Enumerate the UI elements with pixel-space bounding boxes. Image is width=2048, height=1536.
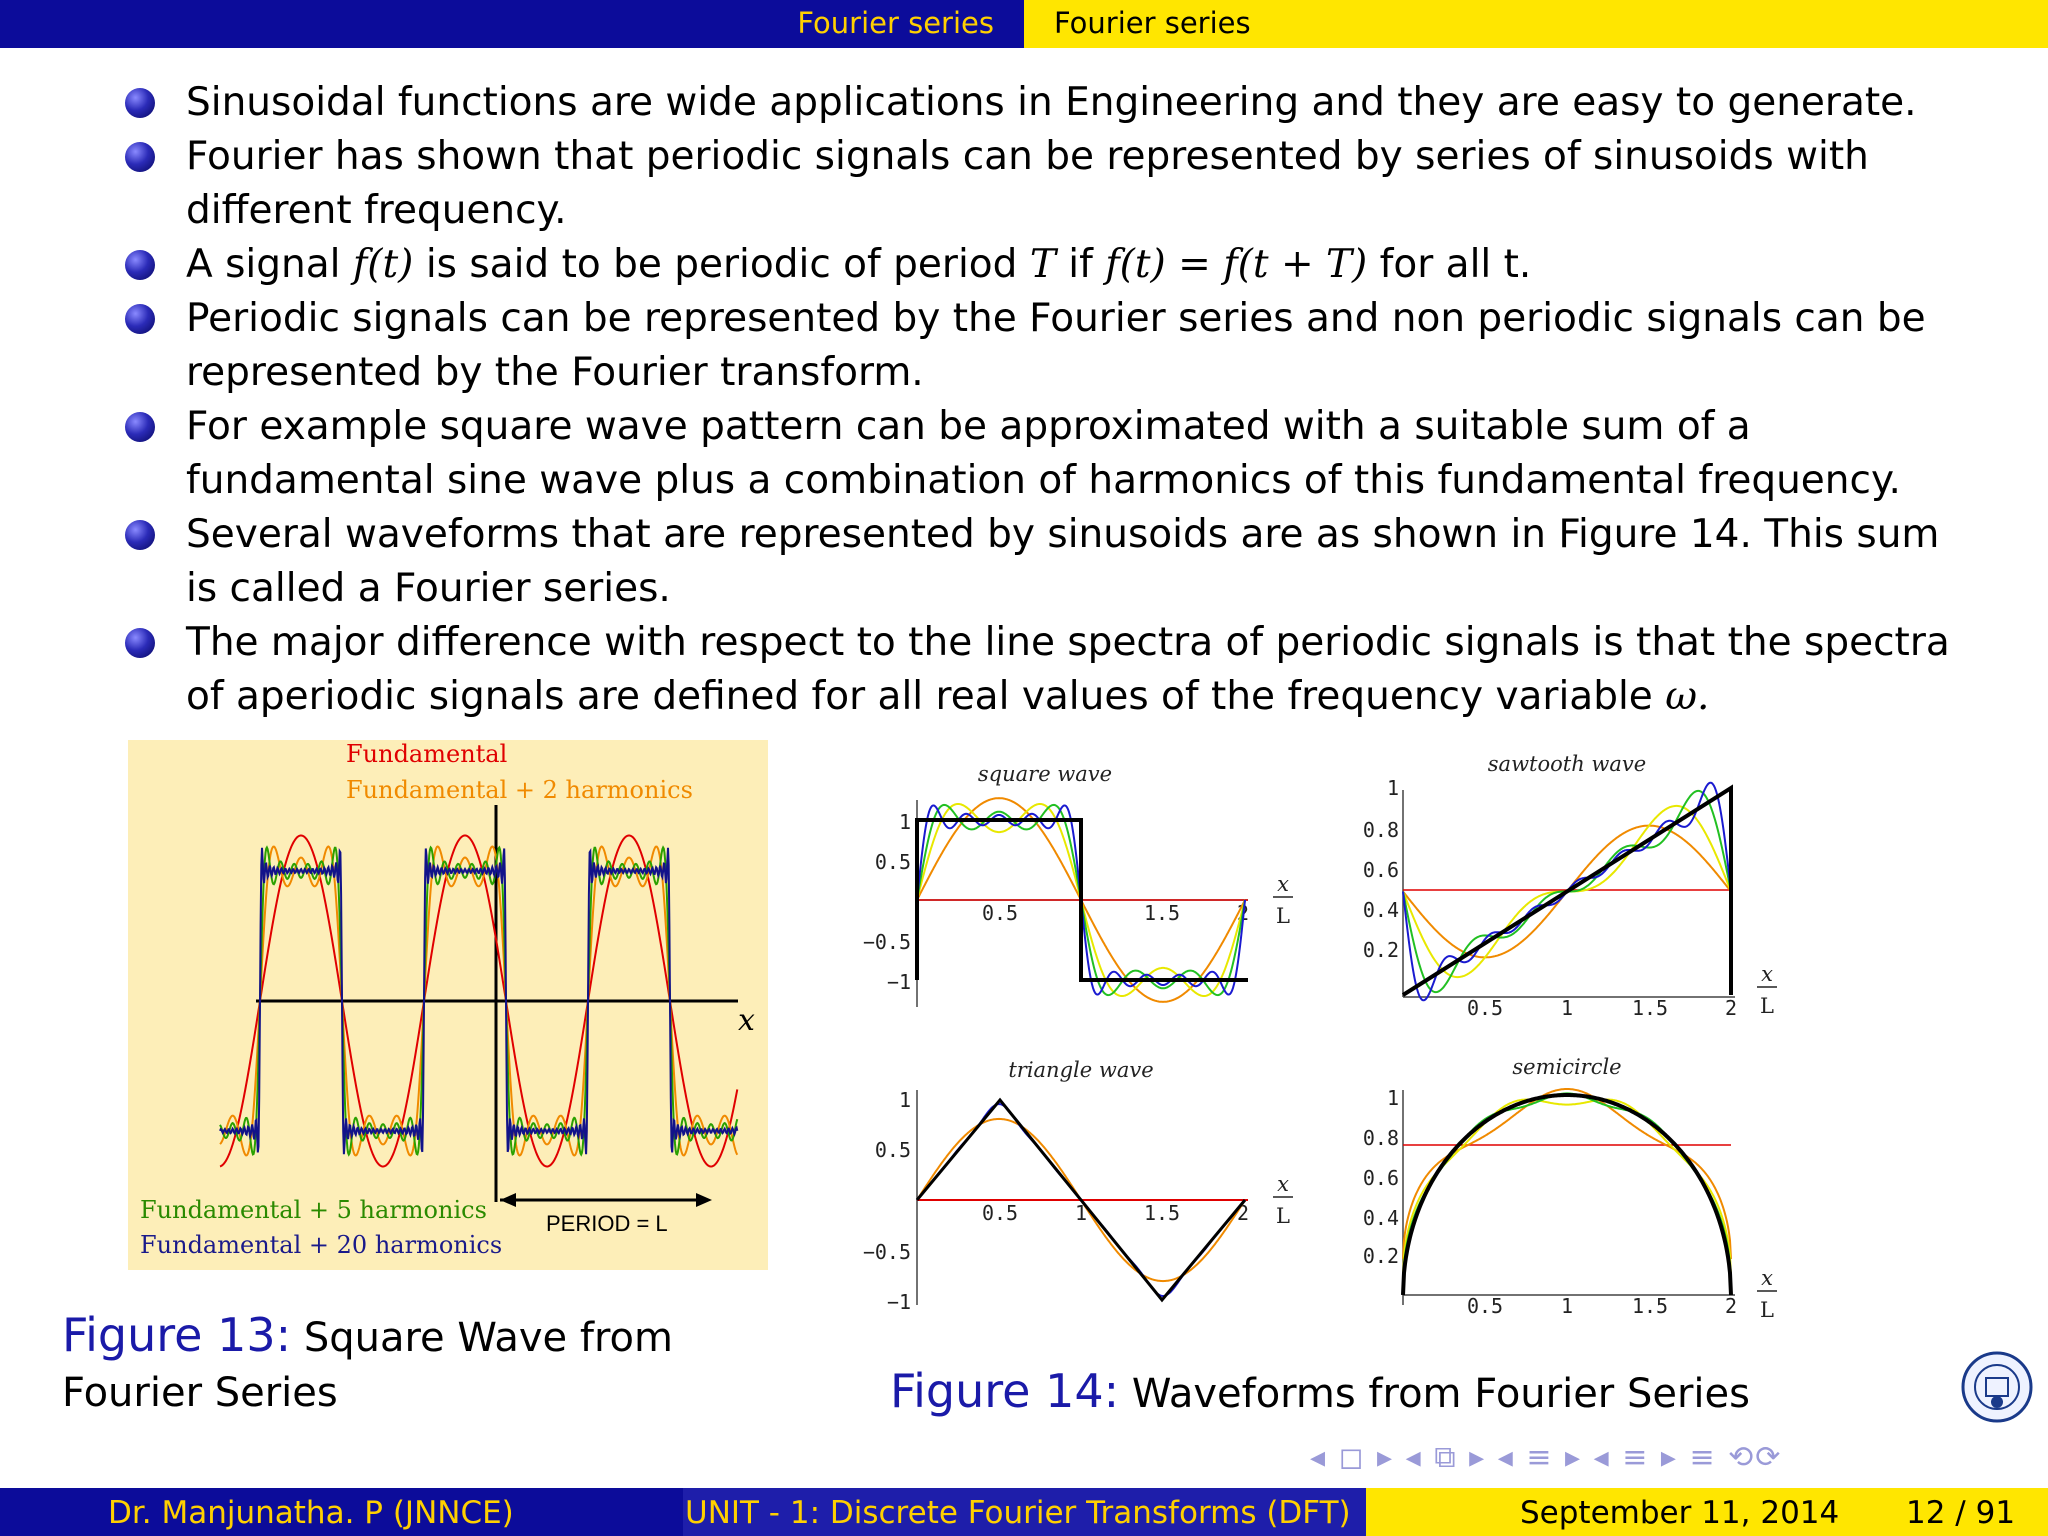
curve	[1403, 1089, 1731, 1259]
footer-title-section	[683, 1488, 1366, 1536]
x-axis-label: x	[738, 1003, 755, 1038]
beamer-navigation-icons[interactable]: ◂ ◻ ▸ ◂ ⧉ ▸ ◂ ≡ ▸ ◂ ≡ ▸ ≡ ⟲⟳	[1310, 1440, 1783, 1475]
tick-label: 2	[1724, 1294, 1738, 1318]
bullet-3-part2: is said to be periodic of period	[425, 242, 1018, 287]
panel-title-square: square wave	[977, 762, 1113, 786]
footer-date: September 11, 2014	[1520, 1495, 1840, 1531]
footer-date-section	[1366, 1488, 2048, 1536]
bullet-dot	[125, 520, 155, 550]
tick-label: 0.6	[1362, 1166, 1399, 1190]
bullet-7-part1: of aperiodic signals are defined for all real values of the frequency variable	[186, 674, 1653, 719]
bullet-dot	[125, 628, 155, 658]
footer-page-number: 12 / 91	[1906, 1495, 2016, 1531]
math-T: T	[1029, 242, 1056, 287]
legend-fundamental: Fundamental	[346, 740, 508, 768]
tick-label: 0.5	[1466, 1294, 1504, 1318]
curve	[1403, 1100, 1731, 1276]
legend-fundamental-5-harmonics: Fundamental + 5 harmonics	[140, 1196, 487, 1224]
tick-label: 0.5	[981, 1201, 1019, 1225]
legend-fundamental-20-harmonics: Fundamental + 20 harmonics	[140, 1231, 503, 1259]
bullet-5-line1: For example square wave pattern can be approximated with a suitable sum of a	[186, 404, 1751, 449]
tick-label: 0.8	[1362, 1126, 1399, 1150]
tick-label: 0.5	[874, 1138, 911, 1162]
figure-14-waveforms	[855, 745, 1795, 1325]
x-fraction-den: L	[1276, 904, 1290, 928]
x-fraction-den: L	[1760, 1298, 1774, 1322]
curve-exact	[1403, 1095, 1731, 1295]
bullet-3-part3: if	[1068, 242, 1093, 287]
header-section-left[interactable]	[0, 0, 1024, 48]
header-section-right[interactable]	[1024, 0, 2048, 48]
tick-label: 0.2	[1362, 938, 1399, 962]
header-left-label: Fourier series	[797, 6, 994, 40]
panel-square-wave	[863, 762, 1293, 1007]
tick-label: 1	[1560, 996, 1574, 1020]
bullet-6-line1: Several waveforms that are represented by sinusoids are as shown in Figure 14. This sum	[186, 512, 1940, 557]
figure-14-caption-text: Waveforms from Fourier Series	[1131, 1371, 1750, 1417]
tick-label: −0.5	[862, 930, 911, 954]
tick-label: 0.5	[981, 901, 1019, 925]
x-fraction-num: x	[1761, 962, 1773, 986]
panel-sawtooth-wave	[1363, 752, 1777, 1020]
tick-label: 1.5	[1631, 1294, 1669, 1318]
tick-label: 2	[1724, 996, 1738, 1020]
tick-label: 1	[1386, 776, 1399, 800]
bullet-dot	[125, 142, 155, 172]
bullet-3	[186, 238, 1531, 292]
bullet-dot	[125, 88, 155, 118]
tick-label: −1	[886, 970, 911, 994]
header-bar	[0, 0, 2048, 48]
tick-label: 1	[1560, 1294, 1574, 1318]
tick-label: 1	[898, 1088, 911, 1112]
curve-exact	[1403, 788, 1731, 995]
x-fraction-num: x	[1761, 1266, 1773, 1290]
legend-fundamental-2-harmonics: Fundamental + 2 harmonics	[346, 776, 693, 804]
bullet-7-line1: The major difference with respect to the line spectra of periodic signals is that the spectra	[186, 620, 1950, 665]
tick-label: 0.2	[1362, 1244, 1399, 1268]
bullet-2-line2: different frequency.	[186, 188, 567, 233]
figure-13-caption-number: Figure 13:	[62, 1308, 292, 1362]
tick-label: 0.6	[1362, 858, 1399, 882]
bullet-7-line2	[186, 670, 1709, 724]
tick-label: 1	[1386, 1086, 1399, 1110]
bullet-4-line2: represented by the Fourier transform.	[186, 350, 924, 395]
x-fraction-den: L	[1276, 1204, 1290, 1228]
tick-label: 0.4	[1362, 898, 1399, 922]
bullet-3-part1: A signal	[186, 242, 341, 287]
tick-label: 1	[1074, 1201, 1088, 1225]
curve	[1403, 1093, 1731, 1285]
tick-label: 0.8	[1362, 818, 1399, 842]
bullet-5-line2: fundamental sine wave plus a combination of harmonics of this fundamental frequency.	[186, 458, 1901, 503]
panel-semicircle	[1363, 1055, 1777, 1322]
tick-label: 2	[1236, 1201, 1250, 1225]
bullet-dot	[125, 250, 155, 280]
footer-author: Dr. Manjunatha. P (JNNCE)	[108, 1495, 514, 1531]
college-seal-logo	[1960, 1350, 2034, 1424]
bullet-3-part4: for all t.	[1379, 242, 1532, 287]
figure-13-background	[128, 740, 768, 1270]
tick-label: 1	[898, 810, 911, 834]
panel-triangle-wave	[863, 1058, 1293, 1314]
panel-title-semicircle: semicircle	[1512, 1055, 1622, 1079]
x-fraction-num: x	[1277, 1172, 1289, 1196]
panel-title-triangle: triangle wave	[1008, 1058, 1154, 1082]
footer-author-section	[0, 1488, 683, 1536]
tick-label: 1.5	[1631, 996, 1669, 1020]
figure-14-caption-number: Figure 14:	[890, 1364, 1120, 1418]
period-label: PERIOD = L	[546, 1211, 668, 1236]
bullet-6-line2: is called a Fourier series.	[186, 566, 671, 611]
bullet-dot	[125, 412, 155, 442]
header-right-label: Fourier series	[1054, 6, 1251, 40]
figure-13-caption	[62, 1308, 673, 1365]
math-omega: ω.	[1665, 674, 1710, 719]
figure-13-caption-line2: Fourier Series	[62, 1370, 338, 1416]
figure-13-square-wave	[128, 740, 768, 1270]
bullet-1: Sinusoidal functions are wide applications in Engineering and they are easy to generate.	[186, 80, 1917, 125]
footer-bar	[0, 1488, 2048, 1536]
footer-unit-title: UNIT - 1: Discrete Fourier Transforms (DFT)	[685, 1495, 1351, 1531]
tick-label: 1.5	[1143, 1201, 1181, 1225]
tick-label: 1.5	[1143, 901, 1181, 925]
bullet-4-line1: Periodic signals can be represented by the Fourier series and non periodic signals can be	[186, 296, 1926, 341]
figure-13-caption-line1: Square Wave from	[303, 1315, 673, 1361]
math-equation: f(t) = f(t + T)	[1105, 242, 1368, 287]
tick-label: 0.5	[874, 850, 911, 874]
x-fraction-num: x	[1277, 872, 1289, 896]
tick-label: −0.5	[862, 1240, 911, 1264]
panel-title-sawtooth: sawtooth wave	[1487, 752, 1647, 776]
tick-label: 0.5	[1466, 996, 1504, 1020]
bullet-2-line1: Fourier has shown that periodic signals can be represented by series of sinusoids with	[186, 134, 1869, 179]
math-ft: f(t)	[352, 242, 414, 287]
tick-label: 0.4	[1362, 1206, 1399, 1230]
tick-label: −1	[886, 1290, 911, 1314]
x-fraction-den: L	[1760, 994, 1774, 1018]
bullet-dot	[125, 304, 155, 334]
tick-label: 2	[1236, 901, 1250, 925]
figure-14-caption	[890, 1364, 1750, 1421]
